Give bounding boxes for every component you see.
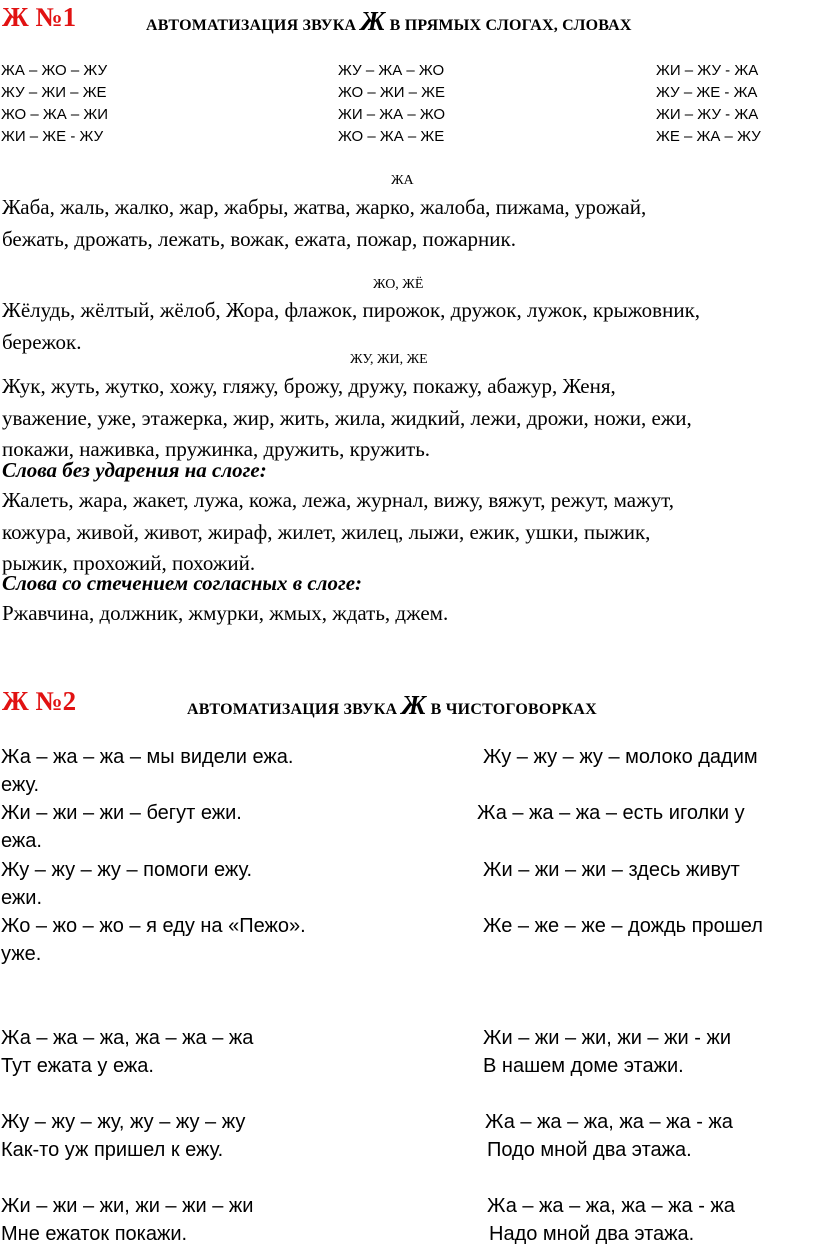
verse-3-left-line-2: Мне ежаток покажи. <box>1 1223 188 1245</box>
verse-1-right-line-1: Жи – жи – жи, жи – жи - жи <box>483 1027 731 1049</box>
verse-1-right-line-2: В нашем доме этажи. <box>483 1055 684 1077</box>
syllable-row: ЖУ – ЖЕ - ЖА <box>656 84 758 101</box>
unstressed-heading: Слова без ударения на слоге: <box>2 458 267 482</box>
word-line: рыжик, прохожий, похожий. <box>2 551 256 575</box>
word-list-clusters <box>2 598 814 630</box>
title-prefix: АВТОМАТИЗАЦИЯ ЗВУКА <box>146 17 357 34</box>
pair-2-right: Жа – жа – жа – есть иголки у <box>477 802 745 824</box>
section-2-number: Ж №2 <box>2 686 77 716</box>
syllables-column-2 <box>338 60 445 148</box>
group-label-zha: ЖА <box>391 173 414 188</box>
syllable-row: ЖУ – ЖИ – ЖЕ <box>1 84 107 101</box>
title-letter: Ж <box>401 690 427 720</box>
syllable-row: ЖИ – ЖА – ЖО <box>338 106 446 123</box>
pair-3-right: Жи – жи – жи – здесь живут <box>483 859 740 881</box>
syllable-row: ЖИ – ЖУ - ЖА <box>656 106 759 123</box>
section-2-title <box>187 690 597 721</box>
pair-4-right: Же – же – же – дождь прошел <box>483 915 763 937</box>
syllable-row: ЖИ – ЖЕ - ЖУ <box>1 128 104 145</box>
word-line: Жук, жуть, жутко, хожу, гляжу, брожу, дружу, покажу, абажур, Женя, <box>2 374 616 398</box>
syllable-row: ЖЕ – ЖА – ЖУ <box>656 128 761 145</box>
pair-4-wrap: уже. <box>1 943 42 965</box>
group-label-zho: ЖО, ЖЁ <box>373 277 424 292</box>
word-line: бежать, дрожать, лежать, вожак, ежата, пожар, пожарник. <box>2 226 516 251</box>
verse-3-right-line-1: Жа – жа – жа, жа – жа - жа <box>487 1195 735 1217</box>
syllables-column-1 <box>1 60 108 148</box>
verse-1-left-line-2: Тут ежата у ежа. <box>1 1055 154 1077</box>
syllables-column-3 <box>656 60 761 148</box>
title-letter: Ж <box>360 6 386 36</box>
word-line: бережок. <box>2 329 82 354</box>
title-prefix: АВТОМАТИЗАЦИЯ ЗВУКА <box>187 701 398 718</box>
section-1-title <box>146 6 632 37</box>
word-line: кожура, живой, живот, жираф, жилет, жилец, лыжи, ежик, ушки, пыжик, <box>2 519 651 544</box>
verse-2-left-line-1: Жу – жу – жу, жу – жу – жу <box>1 1111 246 1133</box>
word-list-zha <box>2 192 814 255</box>
pair-1-left: Жа – жа – жа – мы видели ежа. <box>1 746 294 768</box>
word-line: уважение, уже, этажерка, жир, жить, жила, жидкий, лежи, дрожи, ножи, ежи, <box>2 405 692 430</box>
word-list-unstressed <box>2 485 814 580</box>
pair-1-right: Жу – жу – жу – молоко дадим <box>483 746 758 768</box>
title-suffix: В ЧИСТОГОВОРКАХ <box>430 701 597 718</box>
section-1-number: Ж №1 <box>2 2 77 32</box>
syllable-row: ЖУ – ЖА – ЖО <box>338 62 445 79</box>
verse-2-left-line-2: Как-то уж пришел к ежу. <box>1 1139 224 1161</box>
word-line: покажи, наживка, пружинка, дружить, кружить. <box>2 437 431 461</box>
word-line: Ржавчина, должник, жмурки, жмых, ждать, джем. <box>2 601 449 625</box>
clusters-heading: Слова со стечением согласных в слоге: <box>2 571 363 595</box>
pair-3-left: Жу – жу – жу – помоги ежу. <box>1 859 253 881</box>
pair-2-wrap: ежа. <box>1 830 42 852</box>
verse-3-right-line-2: Надо мной два этажа. <box>489 1223 695 1245</box>
pair-2-left: Жи – жи – жи – бегут ежи. <box>1 802 242 824</box>
word-list-zho <box>2 295 814 358</box>
word-line: Жёлудь, жёлтый, жёлоб, Жора, флажок, пирожок, дружок, лужок, крыжовник, <box>2 298 701 322</box>
syllable-row: ЖО – ЖА – ЖЕ <box>338 128 445 145</box>
syllable-row: ЖА – ЖО – ЖУ <box>1 62 108 79</box>
verse-2-right-line-1: Жа – жа – жа, жа – жа - жа <box>485 1111 733 1133</box>
syllable-row: ЖО – ЖИ – ЖЕ <box>338 84 446 101</box>
pair-1-wrap: ежу. <box>1 774 40 796</box>
group-label-zhu: ЖУ, ЖИ, ЖЕ <box>350 352 428 367</box>
word-line: Жаба, жаль, жалко, жар, жабры, жатва, жарко, жалоба, пижама, урожай, <box>2 195 647 219</box>
verse-2-right-line-2: Подо мной два этажа. <box>487 1139 692 1161</box>
pair-3-wrap: ежи. <box>1 887 43 909</box>
title-suffix: В ПРЯМЫХ СЛОГАХ, СЛОВАХ <box>389 17 632 34</box>
syllable-row: ЖИ – ЖУ - ЖА <box>656 62 759 79</box>
verse-3-left-line-1: Жи – жи – жи, жи – жи – жи <box>1 1195 254 1217</box>
word-line: Жалеть, жара, жакет, лужа, кожа, лежа, журнал, вижу, вяжут, режут, мажут, <box>2 488 674 512</box>
word-list-zhu <box>2 371 814 466</box>
verse-1-left-line-1: Жа – жа – жа, жа – жа – жа <box>1 1027 254 1049</box>
pair-4-left: Жо – жо – жо – я еду на «Пежо». <box>1 915 306 937</box>
syllable-row: ЖО – ЖА – ЖИ <box>1 106 109 123</box>
